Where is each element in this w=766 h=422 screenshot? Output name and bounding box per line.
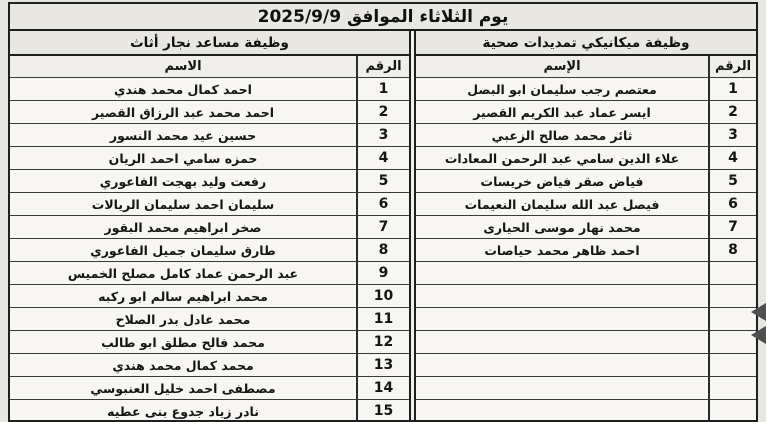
- row-number-cell: 9: [356, 262, 409, 284]
- column-header-row: [10, 56, 409, 78]
- table-row: [416, 124, 756, 147]
- row-number-cell: [708, 331, 756, 353]
- row-name-cell: حسين عيد محمد النسور: [109, 127, 257, 143]
- table-row: [10, 170, 409, 193]
- table-row: [10, 239, 409, 262]
- table-row: [416, 78, 756, 101]
- row-name-cell: احمد ظاهر محمد حياصات: [484, 242, 640, 258]
- row-number-cell: 2: [356, 101, 409, 123]
- table-row: [10, 377, 409, 400]
- table-row: [10, 308, 409, 331]
- row-name-cell: ثائر محمد صالح الزعبي: [491, 127, 633, 143]
- row-name-cell: محمد فالح مطلق ابو طالب: [101, 334, 265, 350]
- row-number-cell: 8: [708, 239, 756, 261]
- row-number-cell: 6: [356, 193, 409, 215]
- empty-table-row: [416, 354, 756, 377]
- table-row: [10, 285, 409, 308]
- empty-table-row: [416, 400, 756, 422]
- row-name-cell: رفعت وليد بهجت الفاعوري: [99, 173, 267, 189]
- column-header-row: [416, 56, 756, 78]
- row-number-cell: [708, 377, 756, 399]
- row-name-cell: حمزه سامي احمد الريان: [108, 150, 258, 166]
- table-row: [416, 170, 756, 193]
- table-row: [10, 216, 409, 239]
- row-number-cell: 4: [356, 147, 409, 169]
- row-number-cell: 1: [708, 78, 756, 100]
- table-row: [416, 216, 756, 239]
- row-name-cell: فيصل عبد الله سليمان النعيمات: [464, 196, 660, 212]
- row-number-cell: 3: [356, 124, 409, 146]
- row-number-cell: 12: [356, 331, 409, 353]
- name-column-header: الاسم: [164, 59, 202, 74]
- row-number-cell: 6: [708, 193, 756, 215]
- row-name-cell: [416, 354, 708, 376]
- table-row: [416, 193, 756, 216]
- row-name-cell: [416, 377, 708, 399]
- table-row: [10, 400, 409, 422]
- row-number-cell: 15: [356, 400, 409, 422]
- row-name-cell: احمد محمد عبد الرزاق القصير: [91, 104, 275, 120]
- row-name-cell: [416, 400, 708, 422]
- row-number-cell: 7: [708, 216, 756, 238]
- job-title-carpenter: وظيفة مساعد نجار أثاث: [10, 31, 409, 56]
- table-row: [10, 101, 409, 124]
- schedule-sheet: [8, 2, 758, 422]
- row-name-cell: محمد نهار موسى الحيارى: [483, 219, 641, 235]
- table-row: [10, 354, 409, 377]
- row-number-cell: 14: [356, 377, 409, 399]
- edge-drag-handle-icon[interactable]: [751, 326, 766, 344]
- empty-table-row: [416, 262, 756, 285]
- table-row: [416, 101, 756, 124]
- empty-table-row: [416, 377, 756, 400]
- row-name-cell: [416, 308, 708, 330]
- row-name-cell: محمد كمال محمد هندي: [112, 357, 254, 373]
- table-row: [10, 331, 409, 354]
- table-row: [10, 147, 409, 170]
- empty-table-row: [416, 331, 756, 354]
- number-column-header: الرقم: [708, 56, 756, 77]
- table-row: [10, 124, 409, 147]
- row-name-cell: علاء الدين سامي عبد الرحمن المعادات: [444, 150, 680, 166]
- row-number-cell: [708, 308, 756, 330]
- row-number-cell: 2: [708, 101, 756, 123]
- table-row: [10, 193, 409, 216]
- row-number-cell: 5: [708, 170, 756, 192]
- row-number-cell: 3: [708, 124, 756, 146]
- row-name-cell: محمد ابراهيم سالم ابو ركبه: [98, 288, 268, 304]
- row-name-cell: نادر زياد جدوع بنى عطيه: [107, 403, 259, 419]
- row-number-cell: 8: [356, 239, 409, 261]
- page-title: يوم الثلاثاء الموافق 2025/9/9: [10, 4, 756, 31]
- row-name-cell: [416, 331, 708, 353]
- row-name-cell: سليمان احمد سليمان الريالات: [91, 196, 275, 212]
- row-name-cell: معتصم رجب سليمان ابو البصل: [467, 81, 657, 97]
- row-number-cell: [708, 285, 756, 307]
- row-name-cell: ايسر عماد عبد الكريم القصير: [473, 104, 651, 120]
- row-number-cell: 5: [356, 170, 409, 192]
- row-name-cell: محمد عادل بدر الصلاح: [115, 311, 251, 327]
- table-row: [416, 239, 756, 262]
- job-title-plumber: وظيفة ميكانيكي تمديدات صحية: [416, 31, 756, 56]
- row-number-cell: [708, 354, 756, 376]
- empty-table-row: [416, 285, 756, 308]
- row-name-cell: عبد الرحمن عماد كامل مصلح الخميس: [67, 265, 299, 281]
- row-name-cell: صخر ابراهيم محمد البقور: [104, 219, 262, 235]
- table-carpenter-assistant: [10, 31, 411, 422]
- empty-table-row: [416, 308, 756, 331]
- row-name-cell: طارق سليمان جميل الفاعوري: [90, 242, 276, 258]
- row-name-cell: فياض صقر فياض خريسات: [480, 173, 644, 189]
- row-number-cell: 11: [356, 308, 409, 330]
- table-row: [416, 147, 756, 170]
- table-row: [10, 78, 409, 101]
- row-number-cell: [708, 262, 756, 284]
- tables-wrap: [10, 31, 756, 422]
- row-number-cell: 1: [356, 78, 409, 100]
- row-number-cell: 13: [356, 354, 409, 376]
- table-row: [10, 262, 409, 285]
- row-name-cell: احمد كمال محمد هندي: [114, 81, 252, 97]
- name-column-header: الإسم: [543, 59, 581, 74]
- row-number-cell: [708, 400, 756, 422]
- number-column-header: الرقم: [356, 56, 409, 77]
- row-name-cell: [416, 285, 708, 307]
- row-number-cell: 7: [356, 216, 409, 238]
- row-number-cell: 10: [356, 285, 409, 307]
- edge-drag-handle-icon[interactable]: [751, 303, 766, 321]
- row-name-cell: مصطفى احمد خليل العنبوسي: [90, 380, 276, 396]
- row-name-cell: [416, 262, 708, 284]
- row-number-cell: 4: [708, 147, 756, 169]
- table-plumbing-mechanic: [414, 31, 756, 422]
